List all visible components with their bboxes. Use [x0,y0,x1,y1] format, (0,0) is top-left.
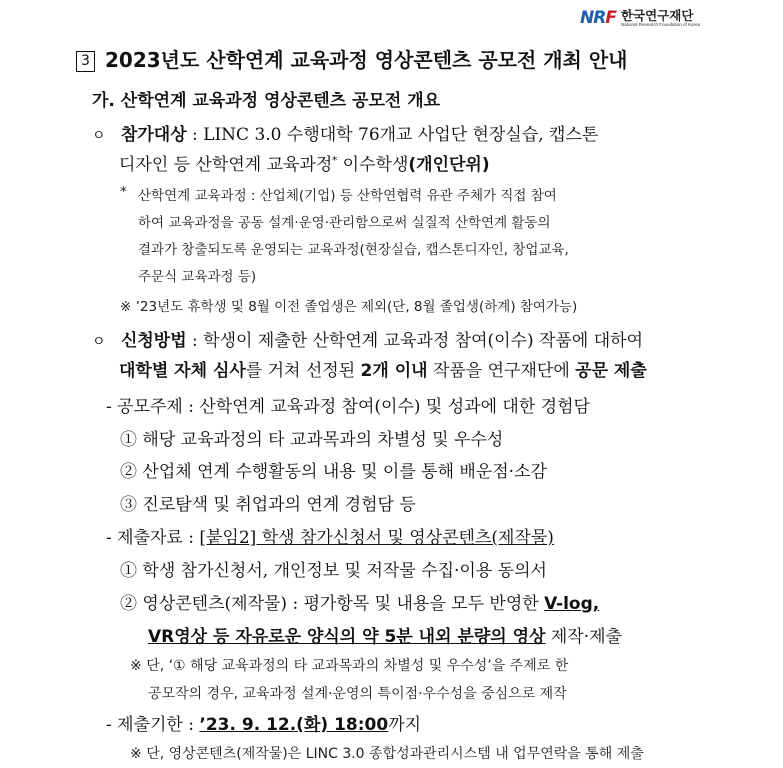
bullet-circle: ㅇ [92,334,106,350]
participants-line-1: ㅇ 참가대상 : LINC 3.0 수행대학 76개교 사업단 현장실습, 캡스톤 [92,125,599,145]
method-line-1: ㅇ 신청방법 : 학생이 제출한 산학연계 교육과정 참여(이수) 작품에 대하여 [92,331,643,351]
submit-item-1: ① 학생 참가신청서, 개인정보 및 저작물 수집·이용 동의서 [120,561,547,581]
topic-item-1: ① 해당 교육과정의 타 교과목과의 차별성 및 우수성 [120,430,504,450]
method-label: 신청방법 [120,331,187,351]
submit-item-2-line-2: VR영상 등 자유로운 양식의 약 5분 내외 분량의 영상 제작·제출 [148,627,622,647]
footnote-mark: * [120,184,127,200]
footnote-line-2: 하여 교육과정을 공동 설계·운영·관리함으로써 실질적 산학연계 활동의 [138,215,551,231]
topic-item-3: ③ 진로탐색 및 취업과의 연계 경험담 등 [120,495,416,515]
deadline-line: - 제출기한 : ’23. 9. 12.(화) 18:00까지 [106,715,422,735]
logo-english-name: National Research Foundation of Korea [620,21,701,27]
submit-line: - 제출자료 : [붙임2] 학생 참가신청서 및 영상콘텐츠(제작물) [106,528,554,548]
attachment-reference: [붙임2] 학생 참가신청서 및 영상콘텐츠(제작물) [199,528,554,548]
nrf-logo-mark: NRF [580,8,616,28]
participants-label: 참가대상 [120,125,187,145]
submit-note-line-2: 공모작의 경우, 교육과정 설계·운영의 특이점·우수성을 중심으로 제작 [148,686,567,702]
bullet-circle: ㅇ [92,128,106,144]
topic-item-2: ② 산업체 연계 수행활동의 내용 및 이를 통해 배운점·소감 [120,462,547,482]
logo-korean-name: 한국연구재단 [620,7,694,23]
topic-line: - 공모주제 : 산학연계 교육과정 참여(이수) 및 성과에 대한 경험담 [106,397,590,417]
method-line-2: 대학별 자체 심사를 거쳐 선정된 2개 이내 작품을 연구재단에 공문 제출 [119,361,647,381]
section-number-box: 3 [76,51,95,72]
section-subtitle: 가. 산학연계 교육과정 영상콘텐츠 공모전 개요 [92,91,441,111]
footnote-line-1: 산학연계 교육과정 : 산업체(기업) 등 산학연협력 유관 주체가 직접 참여 [138,188,557,204]
submit-item-2-line-1: ② 영상콘텐츠(제작물) : 평가항목 및 내용을 모두 반영한 V-log, [120,594,600,614]
section-title: 3 2023년도 산학연계 교육과정 영상콘텐츠 공모전 개최 안내 [76,44,627,73]
participants-note: ※ ’23년도 휴학생 및 8월 이전 졸업생은 제외(단, 8월 졸업생(하계) 참여가능) [120,299,578,315]
nrf-logo [580,4,700,32]
footnote-line-4: 주문식 교육과정 등) [138,269,257,285]
submit-note-line-1: ※ 단, ‘① 해당 교육과정의 타 교과목과의 차별성 및 우수성’을 주제로 한 [130,658,569,674]
deadline-date: ’23. 9. 12.(화) 18:00 [199,715,389,735]
footnote-line-3: 결과가 창출되도록 운영되는 교육과정(현장실습, 캡스톤디자인, 창업교육, [138,242,569,258]
participants-line-2: 디자인 등 산학연계 교육과정* 이수학생(개인단위) [119,155,490,175]
deadline-note: ※ 단, 영상콘텐츠(제작물)은 LINC 3.0 종합성과관리시스템 내 업무연락을 통해 제출 [130,746,644,762]
